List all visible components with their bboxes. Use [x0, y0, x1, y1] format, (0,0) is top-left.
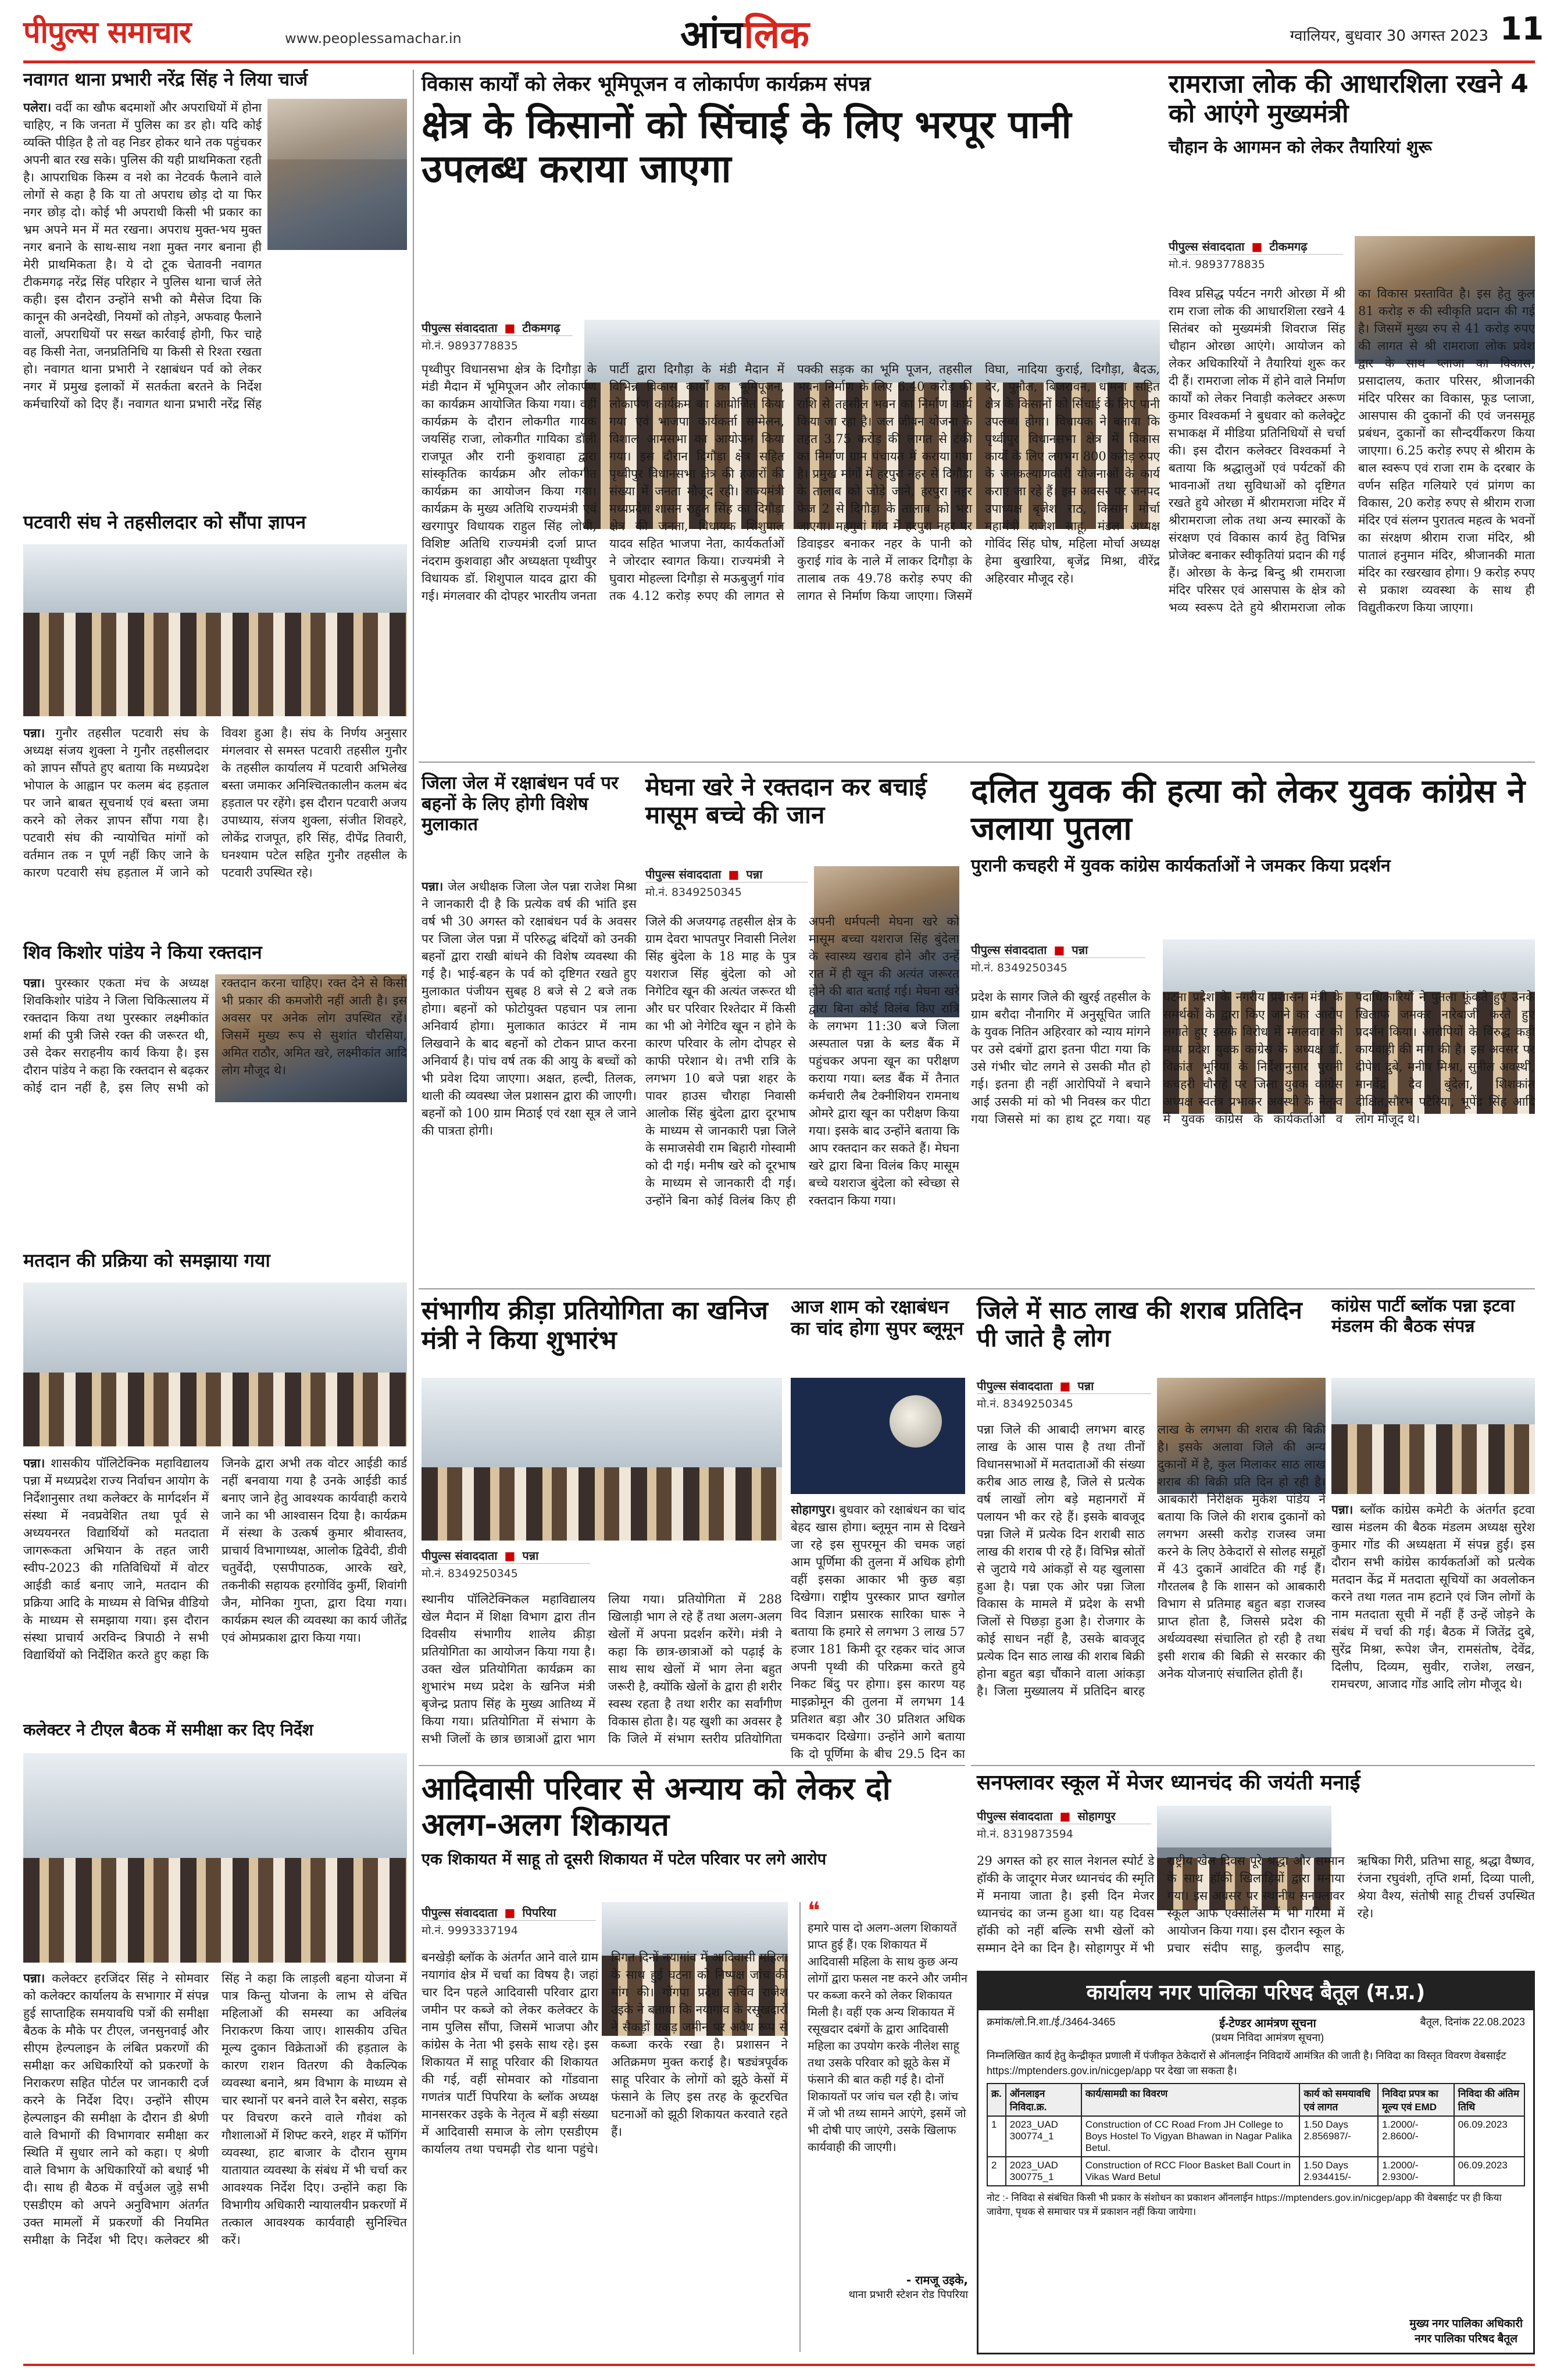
- tender-header-cell: निविदा प्रपत्र का मूल्य एवं EMD: [1378, 2084, 1454, 2116]
- tender-table: [987, 2083, 1525, 2186]
- patwari-headline: पटवारी संघ ने तहसीलदार को सौंपा ज्ञापन: [23, 511, 306, 533]
- tender-cell: 2023_UAD 300775_1: [1006, 2157, 1081, 2186]
- adivasi-quote: हमारे पास दो अलग-अलग शिकायतें प्राप्त हुई हैं। एक शिकायत में आदिवासी महिला के साथ कुछ अन्य लोगों द्वारा फसल नष्ट करने और जमीन पर कब्जा करने को लेकर शिकायत मिली है। वहीं एक अन्य शिकायत में रसूखदार दबंगों के द्वारा आदिवासी महिला का उपयोग करके नीलेश साहू तथा उसके परिवार को झूठे केस में फंसाने की बात कही गई है। दोनों शिकायतों पर जांच चल रही है। जांच में जो भी तथ्य सामने आएंगे, इसमें जो भी दोषी पाए जाएंगे, उसके खिलाफ कार्यवाही की जाएगी।: [808, 1921, 968, 2154]
- kisan-body: पृथ्वीपुर विधानसभा क्षेत्र के दिगौड़ा के मंडी मैदान में भूमिपूजन और लोकार्पण का कार्यक्रम आयोजित किया गया। वहीं कार्यक्रम के दौरान लोकगीत गायक जयसिंह राजा, लोकगीत गायिका डॉली राजपूत और रानी कुशवाहा द्वारा सांस्कृतिक कार्यक्रम और लोकगीत कार्यक्रम का आयोजन किया गया। कार्यक्रम के मुख्य अतिथि राज्यमंत्री एवं खरगापुर विधायक राहुल सिंह लोधी, विशिष्ट अतिथि राज्यमंत्री दर्जा प्राप्त नंदराम कुशवाहा और अध्यक्षता पृथ्वीपुर विधायक डॉ. शिशुपाल यादव द्वारा की गई। मंगलवार की दोपहर भारतीय जनता पार्टी द्वारा दिगौड़ा के मंडी मैदान में विभिन्न विकास कार्यों का भूमिपूजन, लोकार्पण कार्यक्रम का आयोजित किया गया एवं भाजपा कार्यकर्ता सम्मेलन, विशाल आमसभा का आयोजन किया गया। इस दौरान दिगौड़ा क्षेत्र सहित पृथ्वीपुर विधानसभा क्षेत्र की हजारों की संख्या में जनता मौजूद रही। राज्यमंत्री मध्यप्रदेश शासन राहुल सिंह का दिगौड़ा क्षेत्र की जनता, विधायक शिशुपाल यादव सहित भाजपा नेता, कार्यकर्ताओं ने जोरदार स्वागत किया। राज्यमंत्री ने घुवारा मोहल्ला दिगौड़ा से मऊबुजुर्ग गांव तक 4.12 करोड़ रुपए की लागत से पक्की सड़क का भूमि पूजन, तहसील भवन निर्माण के लिए 6.40 करोड़ की राशि से तहसील भवन का निर्माण कार्य किया जा रहा है। जल जीवन योजना के तहत 3.75 करोड़ की लागत से टंकी का निर्माण ग्राम पंचायत में कराया गया है। प्रमुख मांगों में हरपुरा नहर से दिगौड़ा के तालाब को जोड़े जाने, हरपुरा नहर फेज 2 से दिगौड़ा के तालाब को भरा जाएगा। महगुवां गांव में हरपुरा नहर पर डिवाइडर बनाकर नहर के पानी को कुराई गांव के नाले में लाकर दिगौड़ा के तालाब तक 49.78 करोड़ रुपए की लागत से निर्माण किया जाएगा। जिसमें विघा, नादिया कुराई, दिगौड़ा, बैदऊ, देर, पुनौल, बिजरावन, धामना सहित क्षेत्र के किसानों को सिंचाई के लिए पानी उपलब्ध होगा। विधायक ने बताया कि पृथ्वीपुर विधानसभा क्षेत्र में विकास कार्यों के लिए लगभग 800 करोड़ रुपए के जनकल्याणकारी योजनाओं के कार्य कराए जा रहे हैं। इस अवसर पर जनपद उपाध्यक्ष बृजेश राठ, किसान मोर्चा महामंत्री राजेश साहू, मंडल अध्यक्ष गोविंद सिंह घोष, महिला मोर्चा अध्यक्ष हेमा बुखारिया, बृजेंद्र मिश्रा, वीरेंद्र अहिरवार मौजूद रहे।: [422, 362, 1160, 603]
- column-rule-left: [413, 70, 414, 2354]
- dalit-byline: पीपुल्स संवाददाता: [971, 943, 1047, 957]
- tender-cell: 2023_UAD 300774_1: [1006, 2116, 1081, 2157]
- patwari-body: गुनौर तहसील पटवारी संघ के अध्यक्ष संजय शुक्ला ने गुनौर तहसीलदार को ज्ञापन सौंपते हुए बताया कि मध्यप्रदेश भोपाल के आह्वान पर कलम बंद हड़ताल पर जाने बाबत सूचनार्थ एवं बस्ता जमा करने को लेकर ज्ञापन सौंपा गया है। पटवारी संघ की न्यायोचित मांगों को वर्तमान तक न पूर्ण नहीं किए जाने के कारण पटवारी संघ हड़ताल में जाने को विवश हुआ है। संघ के निर्णय अनुसार मंगलवार से समस्त पटवारी तहसील गुनौर के तहसील कार्यालय में पटवारी अभिलेख बस्ता जमाकर अनिश्चितकालीन कलम बंद हड़ताल पर रहेंगे। इस दौरान पटवारी अजय उपाध्याय, संजय शुक्ला, संजीत शिवहरे, लोकेंद्र राजपूत, हरि सिंह, दीपेंद्र तिवारी, घनश्याम पटेल सहित गुनौर तहसील के पटवारी उपस्थित रहे।: [23, 726, 407, 880]
- krida-mobile: मो.नं. 8349250345: [422, 1563, 590, 1581]
- tender-signature-office: नगर पालिका परिषद बैतूल: [1415, 2333, 1518, 2345]
- sharab-byline: पीपुल्स संवाददाता: [977, 1379, 1053, 1393]
- bullet-icon: ■: [1059, 1809, 1071, 1823]
- shivkishor-lead: पन्ना।: [23, 975, 45, 990]
- masthead-rule: [23, 60, 1535, 63]
- congress-body: ब्लॉक कांग्रेस कमेटी के अंतर्गत इटवा खास मंडलम की बैठक मंडलम अध्यक्ष सुरेश कुमार गोंड की अध्यक्षता में संपन्न हुई। इस दौरान सभी कांग्रेस कार्यकर्ताओं को प्रत्येक मतदान केंद्र में मतदाता सूचियों का अवलोकन करने तथा गलत नाम हटाने एवं जिन लोगों के नाम मतदाता सूची में नहीं हैं उन्हें जोड़ने के संबंध में चर्चा की गई। बैठक में जितेंद्र दुबे, सुरेंद्र मिश्रा, रूपेश जैन, रामसंतोष, देवेंद्र, दिलीप, दिव्यम, सुवीर, राजेश, लखन, रामचरण, आजाद गोंड आदि लोग मौजूद थे।: [1331, 1503, 1535, 1691]
- quote-icon: ❝: [808, 1897, 820, 1924]
- section-title-part1: आंच: [680, 12, 744, 57]
- dalit-headline: दलित युवक की हत्या को लेकर युवक कांग्रेस ने जलाया पुतला: [971, 773, 1526, 848]
- website-url[interactable]: www.peoplessamachar.in: [285, 30, 462, 47]
- adivasi-quote-by: - रामजू उइके,: [906, 2273, 968, 2287]
- tender-header-cell: ऑनलाइन निविदा.क्र.: [1006, 2084, 1081, 2116]
- dalit-body: प्रदेश के सागर जिले की खुरई तहसील के ग्राम बरौदा नौनागिर में अनुसूचित जाति के युवक नितिन अहिरवार को न्याय मांगने पर उसे दबंगों द्वारा इतना पीटा गया कि उसे गंभीर चोट लगने से उसकी मौत हो गई। इतना ही नहीं आरोपियों ने बचाने आई उसकी मां को भी निवस्त्र कर पीटा गया जिससे मां का हाथ टूट गया। यह घटना प्रदेश के नगरीय प्रशासन मंत्री के समर्थकों के द्वारा किए जाने का आरोप लगाते हुए इसके विरोध में मंगलवार को मध्य प्रदेश युवक कांग्रेस के अध्यक्ष डॉ. विक्रांत भूरिया के निर्देशानुसार पुरानी कचहरी चौराहे पर जिला युवक कांग्रेस अध्यक्ष स्वतंत्र प्रभाकर अवस्थी के नेतृत्व में युवक कांग्रेस के कार्यकर्ताओं व पदाधिकारियों ने पुतला फूंकते हुए उनके खिलाफ जमकर नारेबाजी करते हुए प्रदर्शन किया। आरोपियों के विरुद्ध कड़ी कार्यवाही की मांग की है। इस अवसर पर दीपेश दुबे, मनीष मिश्रा, सुनील अवस्थी, मानवेंद्र देव बुंदेला, शिशकांत दीक्षित,सौरभ पटैरिया, भूपेंद्र सिंह आदि लोग मौजूद थे।: [971, 990, 1535, 1126]
- tender-date: बैतूल, दिनांक 22.08.2023: [1420, 2016, 1525, 2028]
- tender-cell: 1: [987, 2116, 1006, 2157]
- tender-row: [987, 2116, 1524, 2157]
- supermoon-lead: सोहागपुर।: [791, 1502, 835, 1517]
- adivasi-body: बनखेड़ी ब्लॉक के अंतर्गत आने वाले ग्राम नयागांव क्षेत्र में चर्चा का विषय है। जहां चार दिन पहले आदिवासी परिवार द्वारा जमीन पर कब्जे को लेकर कलेक्टर के नाम पुलिस सौंपा, जिसमें भाजपा और कांग्रेस के नेता भी इसके साथ रहे। इस शिकायत में साहू परिवार की शिकायत की गई, वहीं सोमवार को गोंडवाना गणतंत्र पार्टी पिपरिया के ब्लॉक अध्यक्ष मानसरकर उइके के नेतृत्व में बड़ी संख्या में आदिवासी समाज के लोग एसडीएम कार्यालय तथा पचमढ़ी रोड थाना पहुंचे। विगत दिनों नयागांव में आदिवासी महिला के साथ हुई घटना को निष्पक्ष जांच की मांग की। गोंगपा प्रदेश सचिव राजेश उइके ने बताया कि नयागांव के रसूखदारों ने सैकड़ों एकड़ जमीन पर अवैध रूप से कब्जा करके रखा है। प्रशासन ने अतिक्रमण मुक्त कराई है। षड्यंत्रपूर्वक साहू परिवार के लोगों को झूठे केसों में फंसाने के लिए इस तरह के कूटरचित घटनाओं को झूठी शिकायत करवाते रहते हैं।: [422, 1950, 788, 2156]
- story-supermoon: [791, 1296, 965, 1761]
- meghna-headline: मेघना खरे ने रक्तदान कर बचाई मासूम बच्चे की जान: [645, 773, 927, 830]
- dalit-place: पन्ना: [1072, 943, 1088, 957]
- story-kisan: [422, 70, 1160, 756]
- matdan-body: शासकीय पॉलिटेक्निक महाविद्यालय पन्ना में मध्यप्रदेश राज्य निर्वाचन आयोग के निर्देशानुसार तथा कलेक्टर के मार्गदर्शन में संस्था में नवप्रवेशित तथा पूर्व से अध्ययनरत विद्यार्थियों को मतदाता जागरूकता अभियान के तहत जारी स्वीप-2023 की गतिविधियों में वोटर आईडी कार्ड बनाए जाने, मतदान की प्रक्रिया आदि के माध्यम से विभिन्न वीडियो के माध्यम से समझाया गया। इस दौरान संस्था प्राचार्य अरविन्द त्रिपाठी ने सभी विद्यार्थियों को निर्देशित करते हुए कहा कि जिनके द्वारा अभी तक वोटर आईडी कार्ड नहीं बनवाया गया है उनके आईडी कार्ड बनाए जाने हेतु आवश्यक कार्यवाही कराये जाने का भी आश्वासन दिया है। कार्यक्रम में संस्था के उत्कर्ष कुमार श्रीवास्तव, प्राचार्य विभागाध्यक्ष, आलोक द्विवेदी, डीवी चतुर्वेदी, एसपीपाठक, आरके खरे, तकनीकी सहायक हरगोविंद कुर्मी, शिवांगी जैन, मोनिका गुप्ता, द्वारा दिया गया। कार्यक्रम स्थल की व्यवस्था का कार्य जीतेंद्र एवं ओमप्रकाश द्वारा किया गया।: [23, 1456, 407, 1662]
- tender-cell: Construction of CC Road From JH College to Boys Hostel To Vigyan Bhawan in Nagar Palika Betul.: [1081, 2116, 1300, 2157]
- bullet-icon: ■: [1251, 239, 1263, 253]
- patwari-lead: पन्ना।: [23, 726, 45, 740]
- story-shivkishor: [23, 942, 407, 1232]
- meghna-mobile: मो.नं. 8349250345: [645, 882, 808, 899]
- story-sunflower: [977, 1771, 1535, 1963]
- tender-header-cell: कार्य/सामग्री का विवरण: [1081, 2084, 1300, 2116]
- row-rule-2: [419, 1288, 1535, 1289]
- collector-body: कलेक्टर हरजिंदर सिंह ने सोमवार को कलेक्टर कार्यालय के सभागार में संपन्न हुई साप्ताहिक समयावधि पत्रों की समीक्षा बैठक के मौके पर टीएल, जनसुनवाई और सीएम हेल्पलाइन के लंबित प्रकरणों की समीक्षा कर अधिकारियों को प्रकरणों के निराकरण सहित पोर्टल पर जानकारी दर्ज करने के निर्देश दिए। उन्होंने सीएम हेल्पलाइन की समीक्षा के दौरान डी श्रेणी वाले विभागों की विभागवार समीक्षा कर स्थिति में सुधार लाने को कहा। ए श्रेणी वाले विभाग के अधिकारियों को बधाई भी दी। साथ ही बैठक में वर्चुअल जुड़े सभी एसडीएम को अपने अनुविभाग अंतर्गत उक्त मामलों में प्रकरणों की नियमित समीक्षा के निर्देश भी दिए। कलेक्टर श्री सिंह ने कहा कि लाड़ली बहना योजना में पात्र किन्तु योजना के लाभ से वंचित महिलाओं की समस्या का अविलंब निराकरण किया जाए। शासकीय उचित मूल्य दुकान विक्रेताओं की हड़ताल के कारण राशन वितरण की वैकल्पिक व्यवस्था बनाने, श्रम विभाग के माध्यम से चार स्थानों पर बनने वाले रैन बसेरा, सड़क पर विचरण करने वाले गौवंश को गौशालाओं में शिफ्ट करने, शहर में फॉगिंग व्यवस्था, हाट बाजार के दौरान सुगम यातायात व्यवस्था के संबंध में भी चर्चा कर आवश्यक निर्देश दिए। उन्होंने कहा कि विभागीय अधिकारी न्यायालयीन प्रकरणों में तत्काल आवश्यक कार्यवाही सुनिश्चित करें।: [23, 1971, 407, 2247]
- congress-lead: पन्ना।: [1331, 1502, 1354, 1517]
- row-rule-4: [419, 1765, 965, 1766]
- section-title: [680, 7, 809, 56]
- kisan-place: टीकमगढ़: [522, 321, 560, 335]
- navagat-headline: नवागत थाना प्रभारी नरेंद्र सिंह ने लिया चार्ज: [23, 69, 308, 90]
- navagat-lead: पलेरा।: [23, 100, 52, 115]
- tender-notice-sub: (प्रथम निविदा आमंत्रण सूचना): [1211, 2032, 1324, 2043]
- sunflower-place: सोहागपुर: [1077, 1809, 1116, 1823]
- shivkishor-headline: शिव किशोर पांडेय ने किया रक्तदान: [23, 941, 262, 963]
- story-patwari: [23, 512, 407, 936]
- tender-header-cell: निविदा की अंतिम तिथि: [1454, 2084, 1524, 2116]
- kisan-kicker: विकास कार्यों को लेकर भूमिपूजन व लोकार्पण कार्यक्रम संपन्न: [422, 73, 871, 96]
- dalit-kicker: पुरानी कचहरी में युवक कांग्रेस कार्यकर्ताओं ने जमकर किया प्रदर्शन: [971, 855, 1391, 876]
- dalit-mobile: मो.नं. 8349250345: [971, 957, 1145, 975]
- matdan-lead: पन्ना।: [23, 1456, 45, 1470]
- story-ramraja: [1169, 70, 1535, 756]
- section-title-part2: लिक: [744, 12, 809, 57]
- sunflower-mobile: मो.नं. 8319873594: [977, 1824, 1151, 1841]
- tender-cell: 1.2000/- 2.9300/-: [1378, 2157, 1454, 2186]
- supermoon-photo: [791, 1378, 965, 1494]
- sunflower-byline: पीपुल्स संवाददाता: [977, 1809, 1053, 1823]
- story-adivasi: [422, 1771, 968, 2352]
- ramraja-headline: रामराजा लोक की आधारशिला रखने 4 को आएंगे मुख्यमंत्री: [1169, 69, 1529, 128]
- paper-logo: [23, 10, 279, 51]
- sharab-headline: जिले में साठ लाख की शराब प्रतिदिन पी जाते है लोग: [977, 1296, 1302, 1353]
- adivasi-quote-role: थाना प्रभारी स्टेशन रोड पिपरिया: [848, 2289, 968, 2301]
- navagat-photo: [267, 99, 407, 250]
- ramraja-place: टीकमगढ़: [1269, 240, 1308, 253]
- tender-cell: 1.2000/- 2.8600/-: [1378, 2116, 1454, 2157]
- kisan-body-wrap: [422, 360, 1160, 756]
- ramraja-kicker: चौहान के आगमन को लेकर तैयारियां शुरू: [1169, 137, 1432, 158]
- krida-byline: पीपुल्स संवाददाता: [422, 1549, 498, 1563]
- sharab-mobile: मो.नं. 8349250345: [977, 1393, 1151, 1411]
- adivasi-kicker: एक शिकायत में साहू तो दूसरी शिकायत में पटेल परिवार पर लगे आरोप: [422, 1850, 827, 1869]
- tender-ref: क्रमांक/लो.नि.शा./ई./3464-3465: [987, 2016, 1116, 2028]
- adivasi-place: पिपरिया: [522, 1906, 556, 1920]
- jail-lead: पन्ना।: [422, 879, 444, 894]
- sharab-body: पन्ना जिले की आबादी लगभग बारह लाख के आस पास है तथा तीनों विधानसभाओं में मतदाताओं की संख्या करीब आठ लाख है, जिले से प्रत्येक वर्ष लाखों लोग बड़े महानगरों में पलायन भी कर रहे हैं। इसके बावजूद पन्ना जिले में प्रत्येक दिन शराबी साठ लाख की शराब पी रहे हैं। विभिन्न स्रोतों से जुटाये गये आंकड़ों से यह खुलासा हुआ है। पन्ना एक ओर पन्ना जिला विकास के मामले में प्रदेश के सभी जिलों से पिछड़ा हुआ है। रोजगार के कोई साधन नहीं है, उसके बावजूद प्रत्येक दिन साठ लाख की शराब बिक्री होना बहुत बड़ा चौंकाने वाला आंकड़ा है। जिला मुख्यालय में प्रतिदिन बारह लाख के लगभग की शराब की बिक्री है। इसके अलावा जिले की अन्य दुकानों में है, कुल मिलाकर साठ लाख शराब की बिक्री प्रति दिन हो रही है। आबकारी निरीक्षक मुकेश पांडेय ने बताया कि जिले की शराब दुकानों को लगभग अस्सी करोड़ राजस्व जमा करने के लिए ठेकेदारों से सोलह समूहों में 43 दुकानें आवंटित की गई हैं। गौरतलब है कि शासन को आबकारी विभाग से प्रतिमाह बहुत बड़ा राजस्व प्राप्त होता है, जिससे प्रदेश की अर्थव्यवस्था संचालित हो रही है तथा इसी शराब की बिक्री से सरकार की अनेक योजनाएं संचालित होती हैं।: [977, 1423, 1326, 1698]
- story-collector: [23, 1721, 407, 2354]
- jail-body: जेल अधीक्षक जिला जेल पन्ना राजेश मिश्रा ने जानकारी दी है कि प्रत्येक वर्ष की भांति इस वर्ष भी 30 अगस्त को रक्षाबंधन पर्व के अवसर पर जिला जेल पन्ना में परिरुद्ध बंदियों को उनकी बहनों द्वारा राखी बांधने की विशेष व्यवस्था की गई है। भाई-बहन के पर्व को दृष्टिगत रखते हुए मुलाकात पंजीयन सुबह 8 बजे से 2 बजे तक होगा। बहनों को फोटोयुक्त पहचान पत्र लाना अनिवार्य होगा। मुलाकात काउंटर में नाम लिखवाने के बाद बहनों को टोकन प्राप्त करना अनिवार्य है। पांच वर्ष तक की आयु के बच्चों को भी प्रवेश दिया जाएगा। अक्षत, हल्दी, तिलक, थाली की व्यवस्था जेल प्रशासन द्वारा की जाएगी। बहनों को 100 ग्राम मिठाई एवं रक्षा सूत्र ले जाने की पात्रता होगी।: [422, 880, 637, 1138]
- meghna-byline: पीपुल्स संवाददाता: [645, 867, 722, 881]
- matdan-headline: मतदान की प्रक्रिया को समझाया गया: [23, 1249, 270, 1271]
- row-rule-3: [971, 1765, 1535, 1766]
- ramraja-byline: पीपुल्स संवाददाता: [1169, 240, 1245, 253]
- adivasi-mobile: मो.नं. 9993337194: [422, 1920, 596, 1938]
- footer-rule: [23, 2364, 1535, 2366]
- tender-note: नोट :- निविदा से संबंधित किसी भी प्रकार के संशोधन का प्रकाशन ऑनलाईन https://mptenders.gov.in/nicgep/app की वेबसाईट पर ही किया जावेगा, पृथक से समाचार पत्र में प्रकाशन नहीं किया जायेगा।: [987, 2192, 1502, 2217]
- ramraja-body: विश्व प्रसिद्ध पर्यटन नगरी ओरछा में श्री राम राजा लोक की आधारशिला रखने 4 सितंबर को मुख्यमंत्री शिवराज सिंह चौहान ओरछा आएंगे। आयोजन को लेकर अधिकारियों ने तैयारियां शुरू कर दी हैं। रामराजा लोक में होने वाले निर्माण कार्यों को लेकर निवाड़ी कलेक्टर अरूण कुमार विश्वकर्मा ने बुधवार को कलेक्ट्रेट सभाकक्ष में मीडिया प्रतिनिधियों से चर्चा की। इस दौरान कलेक्टर विश्वकर्मा ने बताया कि श्रद्धालुओं एवं पर्यटकों की भावनाओं तथा सुविधाओं को दृष्टिगत रखते हुये ओरछा में श्रीरामराजा मंदिर में श्रीरामराजा लोक तथा अन्य स्मारकों के संरक्षण एवं विकास कार्य हेतु विभिन्न प्रोजेक्ट बनाकर स्वीकृतियां प्रदान की गई हैं। ओरछा के केन्द्र बिन्दु श्री रामराजा मंदिर परिसर एवं आसपास के क्षेत्र को भव्य स्वरूप देते हुये श्रीरामराजा लोक का विकास प्रस्तावित है। इस हेतु कुल 81 करोड़ रु की स्वीकृति प्रदान की गई है। जिसमें मुख्य रुप से 41 करोड़ रुपए की लागत से श्री रामराजा लोक प्रवेश द्वार के साथ प्लाजा का विकास, प्रसादालय, कतार परिसर, श्रीजानकी मंदिर परिसर का विकास, फूड प्लाजा, आसपास की दुकानों की एवं जनसमूह प्रबंधन, दुकानों का सौन्दर्यीकरण किया जाएगा। 6.25 करोड़ रुपए से श्रीराम के बाल स्वरूप एवं राजा राम के दरबार के वर्णन सहित गलियारे एवं प्रांगण का विकास, 20 करोड़ रुपए से श्रीराम राजा मंदिर एवं संलग्न पुरातत्व महत्व के भवनों का संरक्षण श्रीराम राजा मंदिर, श्री पातालं हनुमान मंदिर, श्रीजानकी माता मंदिर का रखरखाव होगा। 9 करोड़ रुपए से प्रकाश व्यवस्था के साथ ही विद्युतीकरण किया जाएगा।: [1169, 287, 1535, 614]
- tender-cell: Construction of RCC Floor Basket Ball Court in Vikas Ward Betul: [1081, 2157, 1300, 2186]
- krida-headline: संभागीय क्रीड़ा प्रतियोगिता का खनिज मंत्री ने किया शुभारंभ: [422, 1296, 768, 1355]
- tender-advertisement: [977, 1971, 1535, 2354]
- story-krida: [422, 1296, 782, 1761]
- bullet-icon: ■: [504, 1548, 516, 1563]
- tender-notice-title: ई-टेण्डर आमंत्रण सूचना: [1219, 2017, 1316, 2030]
- story-dalit: [971, 773, 1535, 1285]
- story-matdan: [23, 1250, 407, 1715]
- moon-icon: [890, 1395, 942, 1448]
- bullet-icon: ■: [504, 1905, 516, 1920]
- patwari-photo: [23, 544, 407, 716]
- collector-lead: पन्ना।: [23, 1971, 45, 1985]
- kisan-mobile: मो.नं. 9893778835: [422, 335, 573, 353]
- story-sharab: [977, 1296, 1326, 1761]
- jail-headline: जिला जेल में रक्षाबंधन पर्व पर बहनों के लिए होगी विशेष मुलाकात: [422, 773, 619, 835]
- tender-cell: 06.09.2023: [1454, 2157, 1524, 2186]
- supermoon-headline: आज शाम को रक्षाबंधन का चांद होगा सुपर ब्लूमून: [791, 1296, 964, 1339]
- adivasi-headline: आदिवासी परिवार से अन्याय को लेकर दो अलग-अलग शिकायत: [422, 1770, 891, 1843]
- meghna-body: जिले की अजयगढ़ तहसील क्षेत्र के ग्राम देवरा भापतपुर निवासी निलेश सिंह बुंदेला के 18 माह के पुत्र यशराज सिंह बुंदेला को ओ निगेटिव खून की अत्यंत जरूरत थी और घर परिवार रिश्तेदार में किसी का भी ओ नेगेटिव खून न होने के कारण परिवार के लोग दोपहर से काफी परेशान थे। तभी रात्रि के लगभग 10 बजे पन्ना शहर के पावर हाउस चौराहा निवासी आलोक सिंह बुंदेला द्वारा दूरभाष के माध्यम से जानकारी पन्ना जिले के समाजसेवी राम बिहारी गोस्वामी को दी गई। मनीष खरे को दूरभाष के माध्यम से जानकारी दी गई। उन्होंने बिना कोई विलंब किए ही अपनी धर्मपत्नी मेघना खरे को मासूम बच्चा यशराज सिंह बुंदेला के स्वास्थ्य खराब होने और उन्हें रात में ही खून की अत्यंत जरूरत होने की बात बताई गई। मेघना खरे द्वारा बिना कोई विलंब किए रात्रि के लगभग 11:30 बजे जिला अस्पताल पन्ना के ब्लड बैंक में पहुंचकर अपना खून का परीक्षण कराया गया। ब्लड बैंक में तैनात कर्मचारी लैब टेक्नीशियन रामनाथ ओमरे द्वारा खून का परीक्षण किया गया। इसके बाद उन्होंने बताया कि आप रक्तदान कर सकते हैं। मेघना खरे द्वारा बिना विलंब किए मासूम बच्चे यशराज बुंदेला को स्वेच्छा से रक्तदान किया गया।: [645, 914, 959, 1207]
- bullet-icon: ■: [728, 867, 740, 881]
- kisan-byline: पीपुल्स संवाददाता: [422, 321, 498, 335]
- krida-body: स्थानीय पॉलिटेक्निकल महाविद्यालय खेल मैदान में शिक्षा विभाग द्वारा तीन दिवसीय संभागीय शालेय क्रीड़ा प्रतियोगिता का आयोजन किया गया है। उक्त खेल प्रतियोगिता कार्यक्रम का शुभारंभ मध्य प्रदेश के खनिज मंत्री बृजेन्द्र प्रताप सिंह के मुख्य आतिथ्य में किया गया। प्रतियोगिता में संभाग के सभी जिलों के छात्र छात्राओं द्वारा भाग लिया गया। प्रतियोगिता में 288 खिलाड़ी भाग ले रहे हैं तथा अलग-अलग खेलों में अपना प्रदर्शन करेंगे। मंत्री ने कहा कि छात्र-छात्राओं को पढ़ाई के साथ साथ खेलों में भाग लेना बहुत जरूरी है, क्योंकि खेलों के द्वारा ही शरीर स्वस्थ रहता है तथा शरीर का सर्वांगीण विकास होता है। यह खुशी का अवसर है कि जिले में संभाग स्तरीय प्रतियोगिता: [422, 1592, 782, 1746]
- dateline: ग्वालियर, बुधवार 30 अगस्त 2023: [1290, 27, 1488, 45]
- bullet-icon: ■: [1059, 1378, 1071, 1393]
- tender-cell: 06.09.2023: [1454, 2116, 1524, 2157]
- tender-office: कार्यालय नगर पालिका परिषद बैतूल (म.प्र.): [979, 1972, 1533, 2010]
- congress-headline: कांग्रेस पार्टी ब्लॉक पन्ना इटवा मंडलम की बैठक संपन्न: [1331, 1296, 1515, 1336]
- congress-photo: [1331, 1378, 1535, 1494]
- meghna-place: पन्ना: [746, 867, 763, 881]
- tender-cell: 2: [987, 2157, 1006, 2186]
- krida-place: पन्ना: [522, 1549, 539, 1563]
- bullet-icon: ■: [1054, 942, 1065, 957]
- supermoon-body: बुधवार को रक्षाबंधन का चांद बेहद खास होगा। ब्लूमून नाम से दिखने जा रहे इस सुपरमून की चमक जहां आम पूर्णिमा की तुलना में अधिक होगी वहीं इसका आकार भी कुछ बड़ा दिखेगा। राष्ट्रीय पुरस्कार प्राप्त खगोल विद विज्ञान प्रसारक सारिका घारू ने बताया कि हमारे से लगभग 3 लाख 57 हजार 181 किमी दूर रहकर चांद आज अपनी पृथ्वी की परिक्रमा करते हुये निकट बिंदु पर होगा। इस कारण यह माइक्रोमून की तुलना में लगभग 14 प्रतिशत बड़ा और 30 प्रतिशत अधिक चमकदार दिखेगा। उन्होंने आगे बताया कि दो पूर्णिमा के बीच 29.5 दिन का: [791, 1503, 965, 1761]
- story-navagat: [23, 70, 407, 419]
- kisan-headline: क्षेत्र के किसानों को सिंचाई के लिए भरपूर पानी उपलब्ध कराया जाएगा: [422, 102, 1072, 191]
- story-meghna: [645, 773, 959, 1285]
- row-rule-1: [419, 762, 1535, 763]
- tender-header-cell: कार्य को समयावधि एवं लागत: [1299, 2084, 1378, 2116]
- ramraja-mobile: मो.नं. 9893778835: [1169, 254, 1343, 271]
- story-jail: [422, 773, 637, 1285]
- collector-headline: कलेक्टर ने टीएल बैठक में समीक्षा कर दिए निर्देश: [23, 1720, 313, 1739]
- tender-cell: 1.50 Days 2.856987/-: [1299, 2116, 1378, 2157]
- tender-header-cell: क्र.: [987, 2084, 1006, 2116]
- sharab-place: पन्ना: [1077, 1379, 1094, 1393]
- story-congress: [1331, 1296, 1535, 1761]
- masthead: [23, 7, 1544, 60]
- navagat-body: वर्दी का खौफ बदमाशों और अपराधियों में होना चाहिए, न कि जनता में पुलिस का डर हो। यदि कोई व्यक्ति पीड़ित है तो वह निडर होकर थाने तक पहुंचकर अपनी बात रख सके। पुलिस की यही प्राथमिकता रहती है। आपराधिक किस्म व नशे का नेटवर्क फैलाने वाले लोगों से कहा है कि या तो अपराध छोड़ दो या फिर नगर छोड़ दो। कोई भी अपराधी किसी भी प्रकार का भ्रम अपने मन में मत रखना। अपराध मुक्त-भय मुक्त नगर बनाने के साथ-साथ नशा मुक्त नगर बनाना ही मेरी प्राथमिकता है। ये दो टूक चेतावनी नवागत टीकमगढ़ नरेंद्र सिंह परिहार ने पुलिस थाना चार्ज लेते कही। इस दौरान उन्होंने सभी को मैसेज दिया कि कानून की अनदेखी, नियमों को तोड़ने, अफवाह फैलाने वालों, अपराधियों पर सख्त कार्रवाई होगी, फिर चाहे वह किसी नेता, जनप्रतिनिधि या किसी से रिश्ता रखता हो। नवागत थाना प्रभारी ने रक्षाबंधन पर्व को लेकर नगर में प्रमुख इलाकों में सतर्कता बरतने के निर्देश कर्मचारियों को दिए हैं। नवागत थाना प्रभारी नरेंद्र सिंह: [23, 101, 262, 411]
- adivasi-byline: पीपुल्स संवाददाता: [422, 1906, 498, 1920]
- matdan-photo: [23, 1282, 407, 1446]
- tender-row: [987, 2157, 1524, 2186]
- shivkishor-body: पुरस्कार एकता मंच के अध्यक्ष शिवकिशोर पांडेय ने जिला चिकित्सालय में रक्तदान किया तथा पुरस्कार लक्ष्मीकांत शर्मा की पुत्री जिसे रक्त की जरूरत थी, उसे देकर सराहनीय कार्य किया है। इस दौरान पांडेय ने कहा कि रक्तदान से बढ़कर कोई दान नहीं है, इस लिए सभी को रक्तदान करना चाहिए। रक्त देने से किसी भी प्रकार की कमजोरी नहीं आती है। इस अवसर पर अनेक लोग उपस्थित रहें। जिसमें मुख्य रूप से सुशांत चौरसिया, अमित राठौर, अमित खरे, लक्ष्मीकांत आदि लोग मौजूद थे।: [23, 976, 407, 1095]
- sunflower-headline: सनफ्लावर स्कूल में मेजर ध्यानचंद की जयंती मनाई: [977, 1771, 1360, 1795]
- bullet-icon: ■: [504, 320, 516, 335]
- sunflower-body: 29 अगस्त को हर साल नेशनल स्पोर्ट डे हॉकी के जादूगर मेजर ध्यानचंद की स्मृति में मनाया जाता है। इसी दिन मेजर ध्यानचंद का जन्म हुआ था। यह दिवस हॉकी को नहीं बल्कि सभी खेलों को सम्मान देने का दिन है। सोहागपुर में भी राष्ट्रीय खेल दिवस पूरे श्रद्धा और सम्मान के साथ हॉकी खिलाड़ियों द्वारा मनाया गया। इस अवसर पर स्थानीय सनफ्लावर स्कूल आफ एक्सीलेंस में भी गरिमा में आयोजन किया गया। इस दौरान स्कूल के प्रचार संदीप साहू, कुलदीप साहू, ऋषिका गिरी, प्रतिभा साहू, श्रद्धा वैष्णव, रंजना रघुवंशी, तृप्ति शर्मा, दिव्या पाली, श्रेया वैश्य, संतोषी साहू टीचर्स उपस्थित रहे।: [977, 1854, 1535, 1955]
- collector-photo: [23, 1753, 407, 1963]
- tender-intro: निम्नलिखित कार्य हेतु केन्द्रीकृत प्रणाली में पंजीकृत ठेकेदारों से ऑनलाईन निविदायें आमंत्रित की जाती है। निविदा का विस्तृत विवरण वेबसाईट https://mptenders.gov.in/nicgep/app पर देखा जा सकता है।: [987, 2050, 1506, 2077]
- adivasi-quote-box: [799, 1897, 968, 2352]
- paper-name: पीपुल्स समाचार: [23, 15, 191, 50]
- tender-cell: 1.50 Days 2.934415/-: [1299, 2157, 1378, 2186]
- tender-signature-title: मुख्य नगर पालिका अधिकारी: [1409, 2318, 1523, 2330]
- krida-photo: [422, 1378, 782, 1541]
- page-number: 11: [1500, 10, 1544, 47]
